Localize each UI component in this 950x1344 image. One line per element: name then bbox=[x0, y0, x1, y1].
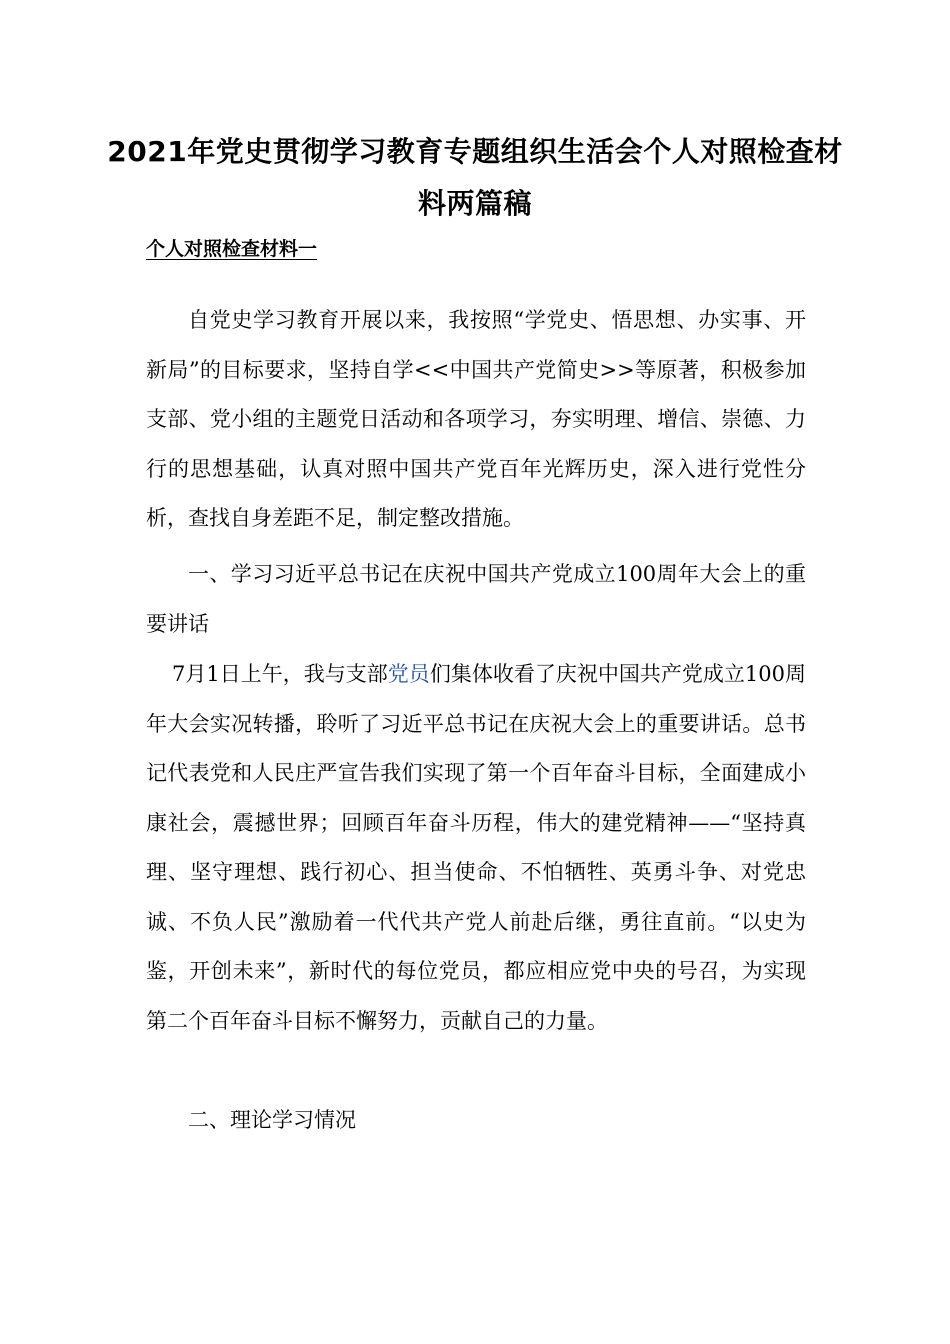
speech-paragraph bbox=[146, 650, 806, 1046]
intro-paragraph: 自党史学习教育开展以来，我按照“学党史、悟思想、办实事、开新局”的目标要求，坚持自学<<中国共产党简史>>等原著，积极参加支部、党小组的主题党日活动和各项学习，夯实明理、增信、崇德、力行的思想基础，认真对照中国共产党百年光辉历史，深入进行党性分析，查找自身差距不足，制定整改措施。 bbox=[146, 308, 806, 530]
heading-one: 一、学习习近平总书记在庆祝中国共产党成立100周年大会上的重要讲话 bbox=[146, 562, 806, 636]
document-title: 2021年党史贯彻学习教育专题组织生活会个人对照检查材料两篇稿 bbox=[107, 135, 843, 220]
party-member-link[interactable]: 党员 bbox=[387, 662, 430, 686]
speech-text-start: 7月1日上午，我与支部 bbox=[172, 662, 388, 686]
speech-text-rest: 们集体收看了庆祝中国共产党成立100周年大会实况转播，聆听了习近平总书记在庆祝大会上的重要讲话。总书记代表党和人民庄严宣告我们实现了第一个百年奋斗目标，全面建成小康社会，震撼世界；回顾百年奋斗历程，伟大的建党精神——“坚持真理、坚守理想、践行初心、担当使命、不怕牺牲、英勇斗争、对党忠诚、不负人民”激励着一代代共产党人前赴后继，勇往直前。“以史为鉴，开创未来”，新时代的每位党员，都应相应党中央的号召，为实现第二个百年奋斗目标不懈努力，贡献自己的力量。 bbox=[146, 662, 806, 1033]
section-heading: 个人对照检查材料一 bbox=[146, 238, 318, 260]
heading-two: 二、理论学习情况 bbox=[188, 1108, 356, 1132]
